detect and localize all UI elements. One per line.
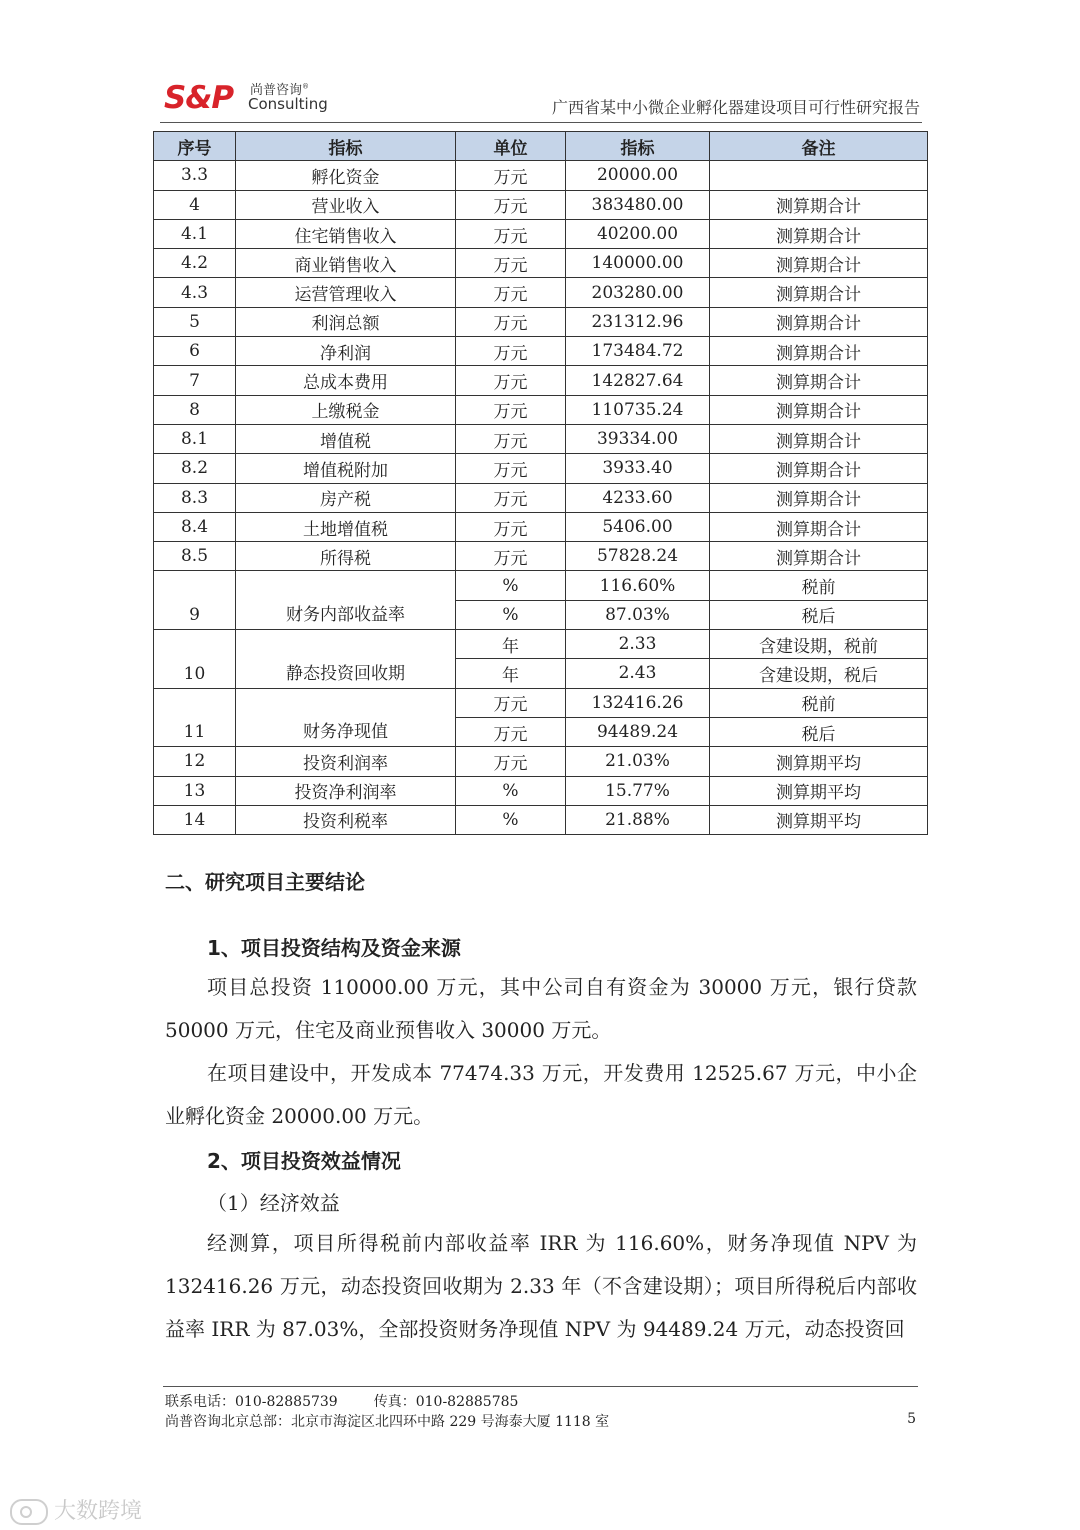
cell-note: 测算期合计 [710,483,928,512]
cell-unit: 万元 [456,747,566,776]
table-row [154,542,928,571]
cell-no: 8.2 [154,454,236,483]
cell-name: 利润总额 [236,307,456,336]
table-header-row [154,132,928,161]
cell-unit: 年 [456,659,566,688]
logo-english-name: Consulting [248,95,328,113]
cell-unit: 万元 [456,219,566,248]
cell-note [710,161,928,190]
cell-unit: 万元 [456,395,566,424]
cell-unit: 万元 [456,190,566,219]
subsection-heading-1: 1、项目投资结构及资金来源 [207,936,461,960]
header-value: 指标 [566,132,710,161]
table-row [154,307,928,336]
page-footer [163,1386,918,1430]
cell-no: 4.3 [154,278,236,307]
cell-value: 140000.00 [566,249,710,278]
subsection-item-economic: （1）经济效益 [207,1191,340,1215]
table-row [154,395,928,424]
cell-no: 4.2 [154,249,236,278]
cell-unit: 年 [456,630,566,659]
cell-unit: 万元 [456,307,566,336]
cell-note: 测算期合计 [710,337,928,366]
cell-value: 142827.64 [566,366,710,395]
table-row [154,805,928,834]
cell-unit: % [456,805,566,834]
cell-no: 6 [154,337,236,366]
cell-name: 所得税 [236,542,456,571]
table-row [154,747,928,776]
cell-unit: 万元 [456,483,566,512]
cell-no: 14 [154,805,236,834]
cell-note: 测算期合计 [710,366,928,395]
footer-fax: 传真：010-82885785 [373,1394,519,1410]
table-row [154,219,928,248]
watermark-logo-icon [10,1499,48,1525]
cell-note: 税后 [710,600,928,629]
cell-value: 203280.00 [566,278,710,307]
table-row [154,424,928,453]
cell-no: 4 [154,190,236,219]
table-row [154,337,928,366]
cell-name: 净利润 [236,337,456,366]
cell-unit: 万元 [456,366,566,395]
cell-note: 测算期合计 [710,190,928,219]
table-row [154,278,928,307]
cell-no: 10 [154,630,236,689]
cell-no: 7 [154,366,236,395]
footer-phone: 联系电话：010-82885739 [165,1394,338,1410]
table-row [154,483,928,512]
cell-value: 21.03% [566,747,710,776]
cell-unit: % [456,571,566,600]
header-indicator: 指标 [236,132,456,161]
cell-no: 13 [154,776,236,805]
cell-value: 383480.00 [566,190,710,219]
cell-unit: 万元 [456,454,566,483]
footer-address: 尚普咨询北京总部：北京市海淀区北四环中路 229 号海泰大厦 1118 室 [165,1414,610,1430]
table-row [154,249,928,278]
cell-no: 3.3 [154,161,236,190]
cell-no: 8 [154,395,236,424]
cell-value: 94489.24 [566,717,710,746]
cell-name: 静态投资回收期 [236,630,456,689]
watermark-text: 大数跨境 [54,1499,143,1524]
cell-unit: 万元 [456,512,566,541]
cell-note: 测算期合计 [710,278,928,307]
table-row [154,366,928,395]
document-title: 广西省某中小微企业孵化器建设项目可行性研究报告 [551,98,920,117]
cell-value: 20000.00 [566,161,710,190]
cell-note: 含建设期，税前 [710,630,928,659]
footer-contact [165,1391,518,1411]
watermark [10,1494,142,1525]
cell-unit: 万元 [456,161,566,190]
table-row [154,190,928,219]
cell-note: 测算期合计 [710,219,928,248]
cell-value: 132416.26 [566,688,710,717]
cell-value: 39334.00 [566,424,710,453]
cell-unit: % [456,776,566,805]
cell-name: 投资利润率 [236,747,456,776]
cell-no: 8.1 [154,424,236,453]
cell-value: 5406.00 [566,512,710,541]
cell-note: 测算期合计 [710,542,928,571]
cell-name: 商业销售收入 [236,249,456,278]
header-no: 序号 [154,132,236,161]
cell-note: 税后 [710,717,928,746]
cell-value: 57828.24 [566,542,710,571]
cell-value: 3933.40 [566,454,710,483]
table-row [154,688,928,717]
cell-name: 土地增值税 [236,512,456,541]
cell-value: 231312.96 [566,307,710,336]
cell-value: 87.03% [566,600,710,629]
cell-no: 12 [154,747,236,776]
cell-value: 40200.00 [566,219,710,248]
cell-note: 测算期平均 [710,747,928,776]
cell-name: 财务净现值 [236,688,456,747]
cell-no: 4.1 [154,219,236,248]
cell-note: 测算期平均 [710,776,928,805]
cell-no: 8.3 [154,483,236,512]
table-row [154,512,928,541]
subsection-heading-2: 2、项目投资效益情况 [207,1149,401,1173]
cell-value: 4233.60 [566,483,710,512]
cell-unit: 万元 [456,249,566,278]
cell-value: 15.77% [566,776,710,805]
cell-name: 投资利税率 [236,805,456,834]
cell-name: 上缴税金 [236,395,456,424]
cell-no: 5 [154,307,236,336]
cell-value: 21.88% [566,805,710,834]
page-number: 5 [907,1411,916,1427]
cell-note: 测算期平均 [710,805,928,834]
cell-value: 2.33 [566,630,710,659]
cell-name: 增值税 [236,424,456,453]
cell-name: 投资净利润率 [236,776,456,805]
table-row [154,630,928,659]
cell-note: 税前 [710,688,928,717]
cell-name: 增值税附加 [236,454,456,483]
logo-mark: S&P [164,80,234,116]
table-row [154,454,928,483]
header-note: 备注 [710,132,928,161]
cell-unit: 万元 [456,717,566,746]
cell-value: 116.60% [566,571,710,600]
cell-unit: 万元 [456,337,566,366]
paragraph-investment: 项目总投资 110000.00 万元，其中公司自有资金为 30000 万元，银行贷款 50000 万元，住宅及商业预售收入 30000 万元。 [165,975,917,1042]
logo-chinese-name: 尚普咨询® [250,82,310,98]
header-unit: 单位 [456,132,566,161]
cell-no: 8.4 [154,512,236,541]
cell-note: 测算期合计 [710,395,928,424]
cell-value: 2.43 [566,659,710,688]
table-row [154,161,928,190]
cell-note: 测算期合计 [710,512,928,541]
cell-note: 税前 [710,571,928,600]
cell-value: 110735.24 [566,395,710,424]
cell-no: 9 [154,571,236,630]
cell-note: 测算期合计 [710,424,928,453]
cell-note: 测算期合计 [710,454,928,483]
indicator-table [153,131,928,835]
cell-unit: 万元 [456,424,566,453]
cell-note: 测算期合计 [710,249,928,278]
cell-note: 测算期合计 [710,307,928,336]
cell-name: 营业收入 [236,190,456,219]
table-row [154,776,928,805]
cell-name: 住宅销售收入 [236,219,456,248]
cell-unit: 万元 [456,278,566,307]
cell-value: 173484.72 [566,337,710,366]
cell-unit: % [456,600,566,629]
page-header [160,74,922,123]
cell-name: 运营管理收入 [236,278,456,307]
paragraph-economic: 经测算，项目所得税前内部收益率 IRR 为 116.60%，财务净现值 NPV 为 132416.26 万元，动态投资回收期为 2.33 年（不含建设期）；项目所得税后内部收益率 IRR 为 87.03%，全部投资财务净现值 NPV 为 94489.24 万元，动态投资回 [165,1231,917,1341]
cell-name: 总成本费用 [236,366,456,395]
cell-unit: 万元 [456,688,566,717]
section-heading: 二、研究项目主要结论 [165,870,365,894]
cell-no: 8.5 [154,542,236,571]
cell-unit: 万元 [456,542,566,571]
cell-note: 含建设期，税后 [710,659,928,688]
cell-no: 11 [154,688,236,747]
cell-name: 孵化资金 [236,161,456,190]
cell-name: 房产税 [236,483,456,512]
table-row [154,571,928,600]
cell-name: 财务内部收益率 [236,571,456,630]
paragraph-cost: 在项目建设中，开发成本 77474.33 万元，开发费用 12525.67 万元，中小企业孵化资金 20000.00 万元。 [165,1061,917,1128]
